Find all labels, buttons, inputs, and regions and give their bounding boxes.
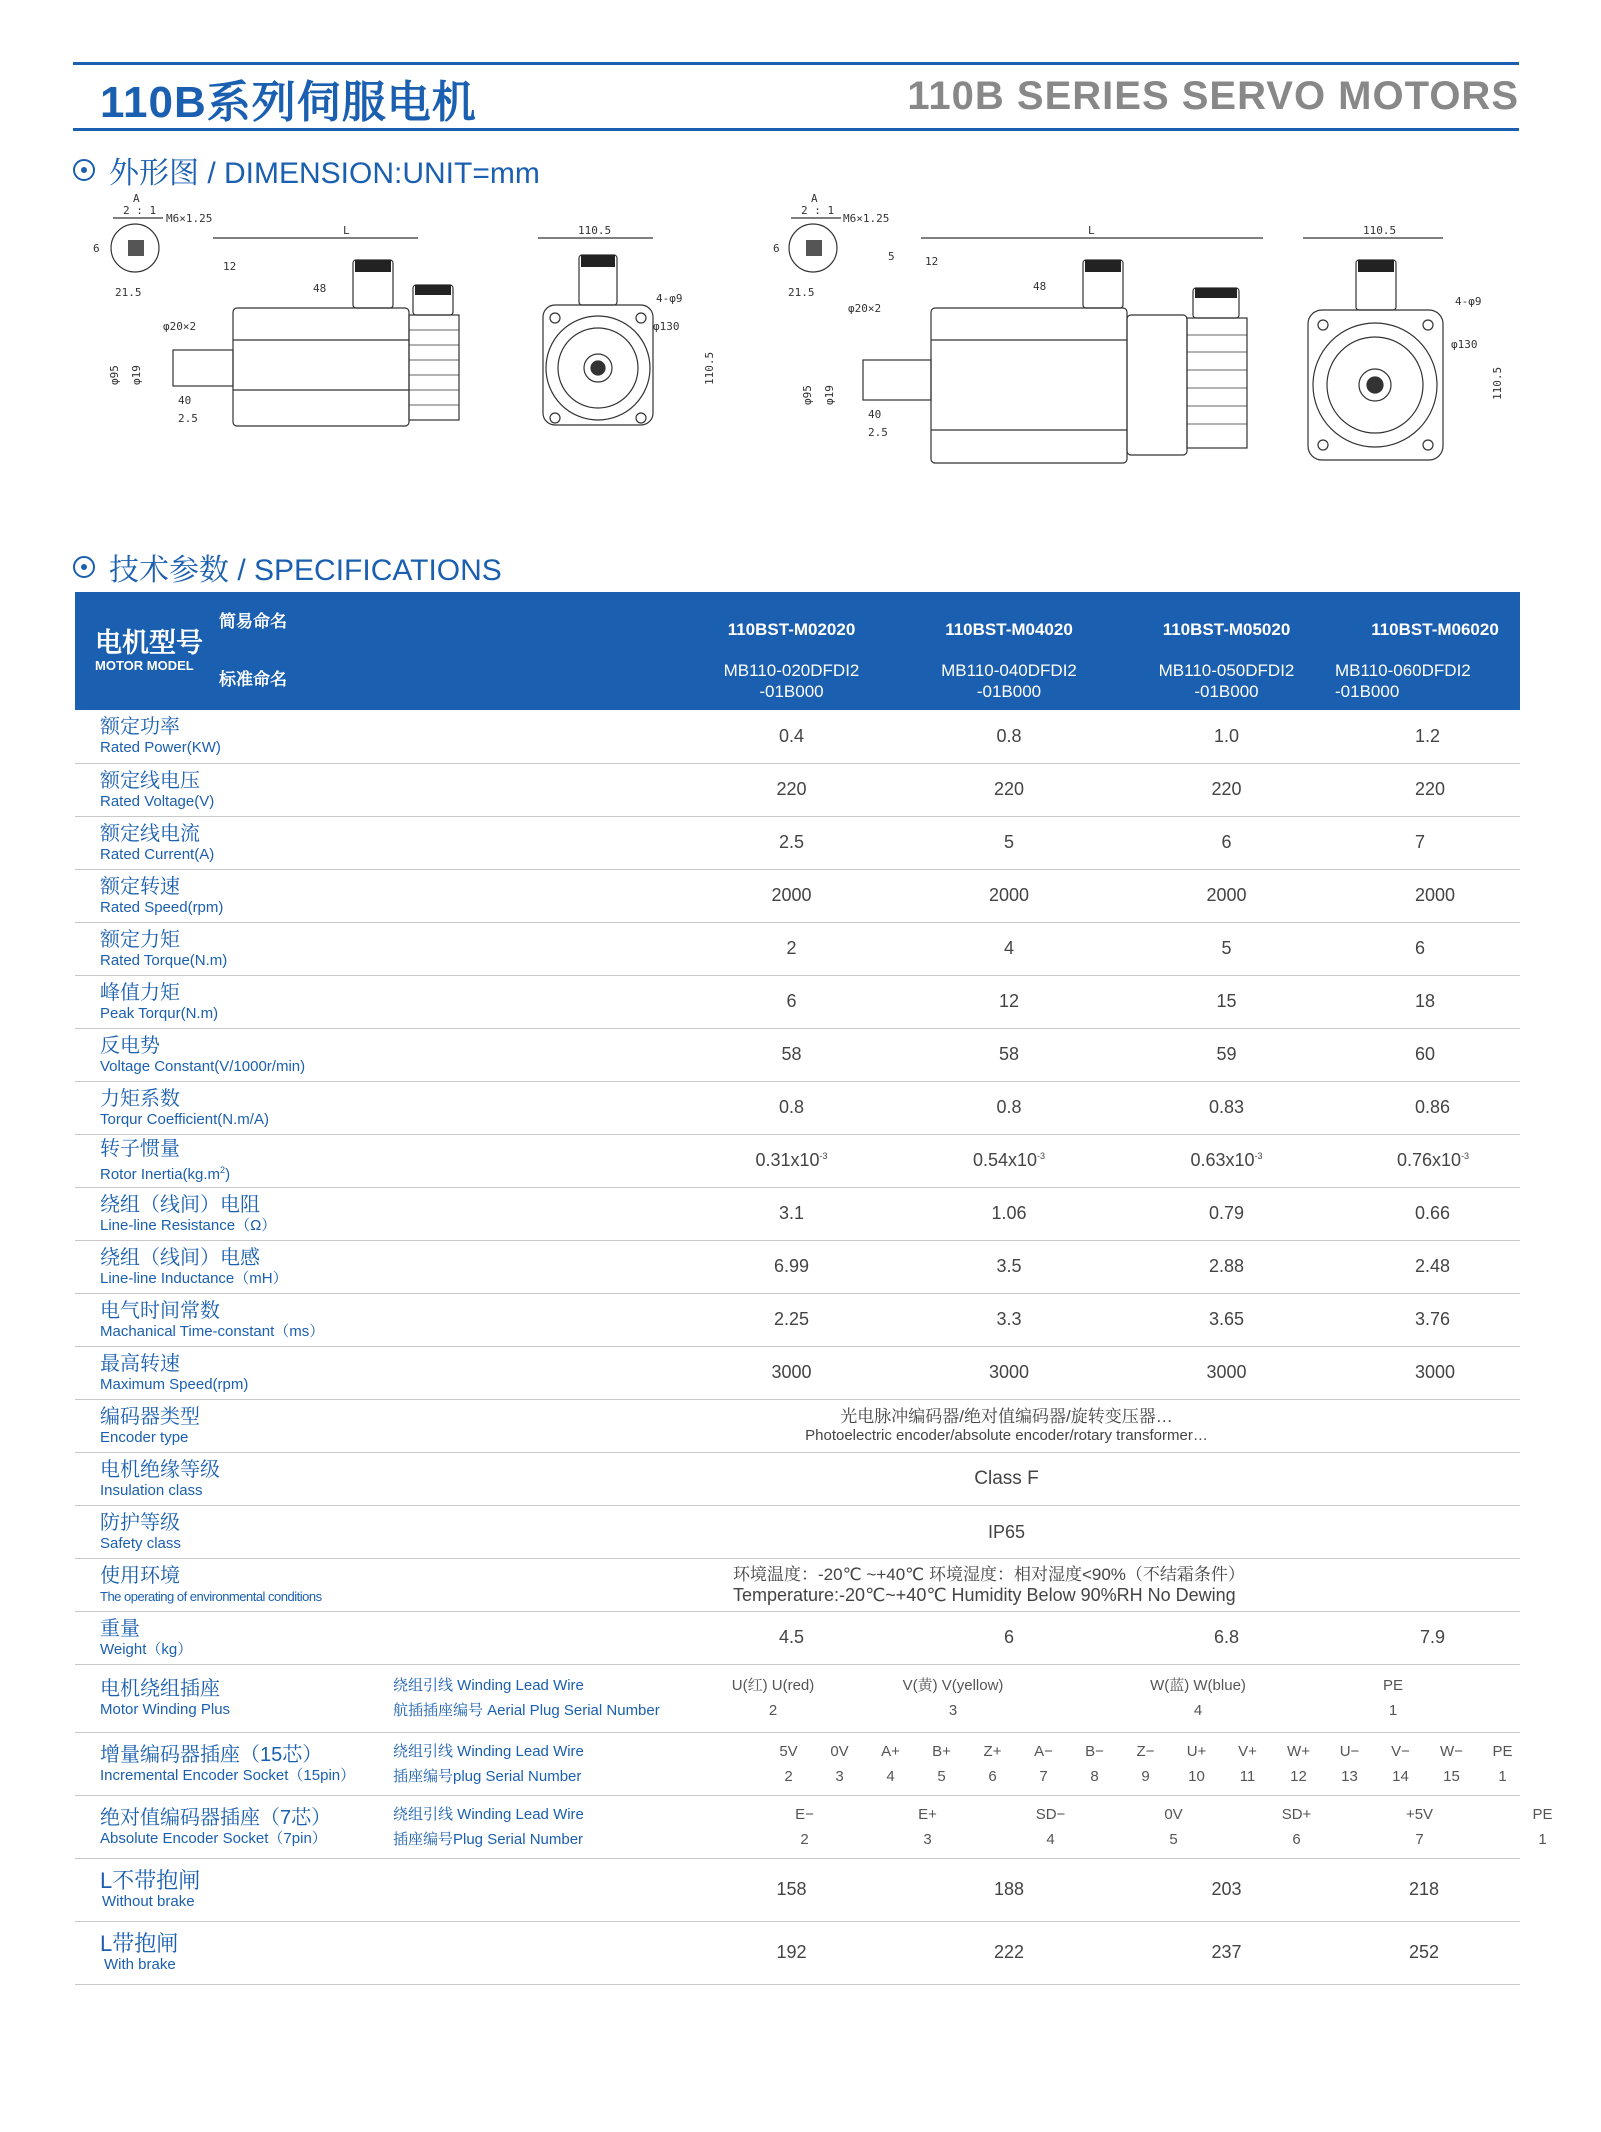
safety-value: IP65 xyxy=(683,1505,1520,1558)
row-label-cn: 额定功率 xyxy=(100,716,180,739)
table-row xyxy=(75,1187,1520,1240)
table-cell: 158 xyxy=(683,1858,900,1921)
row-label-cn: 电机绝缘等级 xyxy=(100,1458,220,1481)
row-label-cn: 使用环境 xyxy=(100,1564,180,1587)
table-cell: 1.2 xyxy=(1335,710,1520,763)
table-cell: $0.63x10^{-3}$ xyxy=(1118,1134,1335,1187)
dim-130-1: φ130 xyxy=(653,320,680,333)
circle-dot-icon xyxy=(73,159,95,181)
motor2-side-view xyxy=(773,192,1263,463)
table-cell: 218 xyxy=(1335,1858,1520,1921)
dim-12-2: 12 xyxy=(925,255,939,268)
row-label-cn: 重量 xyxy=(100,1617,140,1640)
dim-6-2: 6 xyxy=(773,242,780,255)
pin-number: 2 xyxy=(784,1767,793,1785)
pin-wire-label: B+ xyxy=(932,1742,951,1760)
pin-number: 11 xyxy=(1239,1767,1256,1785)
table-cell: $0.31x10^{-3}$ xyxy=(683,1134,900,1187)
header-bottom-rule xyxy=(73,128,1519,131)
standard-name-label: 标准命名 xyxy=(219,670,287,689)
row-label-en: Machanical Time-constant（ms） xyxy=(100,1322,325,1340)
row-label-en: Rotor $Inertia(kg.m^2)$ xyxy=(100,1165,231,1183)
row-label-en: Line-line Resistance（Ω） xyxy=(100,1216,277,1234)
row-label-cn: L带抱闸 xyxy=(100,1930,179,1956)
sub-label-wire: 绕组引线 Winding Lead Wire xyxy=(393,1742,584,1760)
dim-19-1: φ19 xyxy=(130,365,143,385)
table-row xyxy=(75,816,1520,869)
pin-number: 1 xyxy=(1498,1767,1507,1785)
table-cell: 6 xyxy=(900,1611,1118,1664)
table-row-l-brake xyxy=(75,1921,1520,1984)
row-label-cn: 额定线电流 xyxy=(100,822,200,845)
dim-40-1: 40 xyxy=(178,394,192,407)
row-label-cn: 额定转速 xyxy=(100,875,180,898)
pin-wire-label: SD+ xyxy=(1281,1805,1312,1823)
row-label-cn: 增量编码器插座（15芯） xyxy=(100,1743,323,1766)
model-label-en: MOTOR MODEL xyxy=(95,658,194,673)
table-cell: 6 xyxy=(1335,922,1520,975)
table-cell: 1.06 xyxy=(900,1187,1118,1240)
dim-holes-1: 4-φ9 xyxy=(656,292,683,305)
winding-pin-grid: U(红) U(red) V(黄) V(yellow) W(蓝) W(blue) PE 2 3 4 1 xyxy=(683,1664,1520,1732)
model-label-cn: 电机型号 xyxy=(95,628,203,658)
table-cell: 222 xyxy=(900,1921,1118,1984)
table-cell: 2000 xyxy=(683,869,900,922)
table-cell: 192 xyxy=(683,1921,900,1984)
table-cell: 60 xyxy=(1335,1028,1520,1081)
pin-wire-label: U− xyxy=(1339,1742,1360,1760)
pin-wire-label: U+ xyxy=(1186,1742,1207,1760)
table-cell: 0.8 xyxy=(900,1081,1118,1134)
pin-number: 7 xyxy=(1039,1767,1048,1785)
table-cell: 6.99 xyxy=(683,1240,900,1293)
pin-wire-label: 5V xyxy=(779,1742,798,1760)
dim-5-2: 5 xyxy=(888,250,895,263)
pin-number: 4 xyxy=(886,1767,895,1785)
table-cell: 7.9 xyxy=(1335,1611,1520,1664)
table-row xyxy=(75,763,1520,816)
table-cell: 0.66 xyxy=(1335,1187,1520,1240)
dim-holes-2: 4-φ9 xyxy=(1455,295,1482,308)
dim-95-2: φ95 xyxy=(801,385,814,405)
table-cell: 3000 xyxy=(683,1346,900,1399)
pin-wire-label: E− xyxy=(795,1805,814,1823)
dim-a-1: A xyxy=(133,192,140,205)
row-label-cn: 反电势 xyxy=(100,1034,160,1057)
table-cell: 59 xyxy=(1118,1028,1335,1081)
page-title-cn: 110B系列伺服电机 xyxy=(100,78,477,127)
table-cell: 5 xyxy=(1118,922,1335,975)
dimension-drawings xyxy=(73,190,1523,510)
table-cell: 3.5 xyxy=(900,1240,1118,1293)
table-cell: 188 xyxy=(900,1858,1118,1921)
row-label-en: The operating of environmental conditions xyxy=(100,1588,322,1604)
model-header-cell xyxy=(75,592,393,710)
dim-a-2: A xyxy=(811,192,818,205)
table-cell: 3.1 xyxy=(683,1187,900,1240)
pin-wire-label: A+ xyxy=(881,1742,900,1760)
pin-wire-label: B− xyxy=(1085,1742,1104,1760)
row-label-en: Maximum Speed(rpm) xyxy=(100,1375,249,1393)
table-row xyxy=(75,1134,1520,1187)
row-label-en: Peak Torqur(N.m) xyxy=(100,1004,219,1022)
table-cell: 12 xyxy=(900,975,1118,1028)
table-cell: 5 xyxy=(900,816,1118,869)
absolute-pin-grid xyxy=(683,1795,1553,1858)
table-cell: 2000 xyxy=(1118,869,1335,922)
row-label-cn: 最高转速 xyxy=(100,1352,180,1375)
row-label-en: Line-line Inductance（mH） xyxy=(100,1269,288,1287)
table-cell: 6.8 xyxy=(1118,1611,1335,1664)
row-label-en: Encoder type xyxy=(100,1428,189,1446)
table-row-absolute xyxy=(75,1795,1520,1858)
pin-number: 3 xyxy=(835,1767,844,1785)
row-label-en: Incremental Encoder Socket（15pin） xyxy=(100,1766,356,1784)
table-row-l-nobrake xyxy=(75,1858,1520,1921)
dim-19-2: φ19 xyxy=(823,385,836,405)
row-label-cn: 峰值力矩 xyxy=(100,981,180,1004)
table-cell: 2000 xyxy=(900,869,1118,922)
table-cell: 4 xyxy=(900,922,1118,975)
table-cell: 6 xyxy=(683,975,900,1028)
table-row-safety xyxy=(75,1505,1520,1558)
table-cell: 2000 xyxy=(1335,869,1520,922)
insulation-value: Class F xyxy=(683,1452,1520,1505)
pin-number: 14 xyxy=(1392,1767,1409,1785)
row-label-en: Rated Torque(N.m) xyxy=(100,951,228,969)
row-label-en: Torqur Coefficient(N.m/A) xyxy=(100,1110,269,1128)
pin-number: 6 xyxy=(988,1767,997,1785)
pin-wire-label: PE xyxy=(1532,1805,1553,1823)
dim-48-2: 48 xyxy=(1033,280,1047,293)
table-cell: 15 xyxy=(1118,975,1335,1028)
page-title-en: 110B SERIES SERVO MOTORS xyxy=(907,74,1519,118)
table-cell: 0.83 xyxy=(1118,1081,1335,1134)
table-row xyxy=(75,1293,1520,1346)
table-cell: 7 xyxy=(1335,816,1520,869)
short-name-label: 简易命名 xyxy=(219,612,287,631)
spec-table xyxy=(75,592,1553,1985)
pin-number: 4 xyxy=(1046,1830,1055,1848)
pin-wire-label: W+ xyxy=(1287,1742,1310,1760)
table-cell: 4.5 xyxy=(683,1611,900,1664)
table-cell: 220 xyxy=(900,763,1118,816)
encoder-value: 光电脉冲编码器/绝对值编码器/旋转变压器… Photoelectric encoder/absolute encoder/rotary transformer… xyxy=(683,1399,1520,1452)
table-cell: 0.4 xyxy=(683,710,900,763)
circle-dot-icon xyxy=(73,556,95,578)
dim-l-2: L xyxy=(1088,224,1095,237)
row-label-en: Rated Voltage(V) xyxy=(100,792,215,810)
table-row xyxy=(75,869,1520,922)
table-cell: 220 xyxy=(1118,763,1335,816)
row-label-cn: 电机绕组插座 xyxy=(100,1678,220,1700)
table-cell: 2.48 xyxy=(1335,1240,1520,1293)
table-row-incremental xyxy=(75,1732,1520,1795)
pin-number: 6 xyxy=(1292,1830,1301,1848)
dim-20x2-2: φ20×2 xyxy=(848,302,882,315)
pin-wire-label: PE xyxy=(1492,1742,1513,1760)
dim-12-1: 12 xyxy=(223,260,237,273)
sub-label-wire: 绕组引线 Winding Lead Wire xyxy=(393,1677,584,1694)
table-cell: 2 xyxy=(683,922,900,975)
pin-wire-label: W− xyxy=(1440,1742,1463,1760)
model-col-3: 110BST-M05020 MB110-050DFDI2 -01B000 xyxy=(1158,620,1295,701)
pin-wire-label: E+ xyxy=(918,1805,937,1823)
row-label-cn: 绕组（线间）电阻 xyxy=(100,1193,260,1216)
table-cell: 6 xyxy=(1118,816,1335,869)
model-col-4: 110BST-M06020 MB110-060DFDI2 -01B000 xyxy=(1335,620,1499,701)
sub-label-plug: 插座编号plug Serial Number xyxy=(393,1767,582,1785)
pin-number: 13 xyxy=(1341,1767,1358,1785)
section-specs xyxy=(73,545,502,589)
pin-wire-label: A− xyxy=(1034,1742,1053,1760)
table-cell: 18 xyxy=(1335,975,1520,1028)
row-label-cn: 绕组（线间）电感 xyxy=(100,1246,260,1269)
dim-48-1: 48 xyxy=(313,282,327,295)
dim-110-5-2a: 110.5 xyxy=(1363,224,1397,237)
row-label-cn: 绝对值编码器插座（7芯） xyxy=(100,1806,332,1829)
table-row xyxy=(75,710,1520,763)
row-label-en: Without brake xyxy=(102,1892,195,1910)
table-cell: 3000 xyxy=(900,1346,1118,1399)
section-dimension xyxy=(73,148,540,192)
table-cell: 58 xyxy=(900,1028,1118,1081)
pin-number: 5 xyxy=(1169,1830,1178,1848)
table-cell: 3.65 xyxy=(1118,1293,1335,1346)
table-cell: 3000 xyxy=(1118,1346,1335,1399)
pin-number: 5 xyxy=(937,1767,946,1785)
dim-2-5-2: 2.5 xyxy=(868,426,888,439)
table-cell: 0.79 xyxy=(1118,1187,1335,1240)
pin-wire-label: V− xyxy=(1391,1742,1410,1760)
sub-label-plug: 插座编号Plug Serial Number xyxy=(393,1830,584,1848)
table-row xyxy=(75,1028,1520,1081)
table-cell: 0.8 xyxy=(900,710,1118,763)
table-cell: 2.25 xyxy=(683,1293,900,1346)
dim-thread-1: M6×1.25 xyxy=(166,212,213,225)
row-label-en: Safety class xyxy=(100,1534,181,1552)
dim-scale-2: 2 : 1 xyxy=(801,204,835,217)
row-label-en: Absolute Encoder Socket（7pin） xyxy=(100,1829,327,1847)
table-cell: 3000 xyxy=(1335,1346,1520,1399)
table-row xyxy=(75,975,1520,1028)
table-cell: 0.8 xyxy=(683,1081,900,1134)
row-label-en: Rated Speed(rpm) xyxy=(100,898,224,916)
motor1-side-view xyxy=(93,192,459,426)
pin-wire-label: 0V xyxy=(830,1742,849,1760)
table-row-encoder xyxy=(75,1399,1520,1452)
row-label-cn: 电气时间常数 xyxy=(100,1299,220,1322)
table-cell: $0.54x10^{-3}$ xyxy=(900,1134,1118,1187)
pin-number: 7 xyxy=(1415,1830,1424,1848)
table-row xyxy=(75,1081,1520,1134)
row-label-cn: 编码器类型 xyxy=(100,1405,200,1428)
dim-l-1: L xyxy=(343,224,350,237)
row-label-en: Insulation class xyxy=(100,1481,203,1499)
table-row xyxy=(75,1346,1520,1399)
table-cell: 1.0 xyxy=(1118,710,1335,763)
environment-value: 环境温度：-20℃ ~+40℃ 环境湿度：相对湿度<90%（不结霜条件） Temperature:-20℃~+40℃ Humidity Below 90%RH No Dewing xyxy=(683,1558,1520,1611)
table-cell: 3.3 xyxy=(900,1293,1118,1346)
row-label-en: Motor Winding Plus xyxy=(100,1701,231,1718)
dim-scale-1: 2 : 1 xyxy=(123,204,157,217)
pin-wire-label: Z+ xyxy=(983,1742,1002,1760)
incremental-pin-grid xyxy=(683,1732,1520,1795)
dim-95-1: φ95 xyxy=(108,365,121,385)
row-label-cn: 力矩系数 xyxy=(100,1087,180,1110)
table-cell: $0.76x10^{-3}$ xyxy=(1335,1134,1520,1187)
pin-number: 9 xyxy=(1141,1767,1150,1785)
table-cell: 237 xyxy=(1118,1921,1335,1984)
model-col-2: 110BST-M04020 MB110-040DFDI2 -01B000 xyxy=(941,620,1077,701)
row-label-en: Voltage Constant(V/1000r/min) xyxy=(100,1057,306,1075)
row-label-en: With brake xyxy=(104,1955,176,1973)
table-cell: 58 xyxy=(683,1028,900,1081)
row-label-cn: 额定线电压 xyxy=(100,769,200,792)
row-label-cn: 防护等级 xyxy=(100,1511,180,1534)
section-dimension-title: 外形图 / DIMENSION:UNIT=mm xyxy=(109,157,540,190)
table-cell: 203 xyxy=(1118,1858,1335,1921)
table-row xyxy=(75,922,1520,975)
table-cell: 220 xyxy=(1335,763,1520,816)
table-row-weight xyxy=(75,1611,1520,1664)
pin-number: 2 xyxy=(800,1830,809,1848)
dim-130-2: φ130 xyxy=(1451,338,1478,351)
dim-40-2: 40 xyxy=(868,408,882,421)
dim-thread-2: M6×1.25 xyxy=(843,212,890,225)
table-cell: 252 xyxy=(1335,1921,1520,1984)
row-label-en: Rated Power(KW) xyxy=(100,739,221,757)
table-cell: 3.76 xyxy=(1335,1293,1520,1346)
dim-110-5-1a: 110.5 xyxy=(578,224,612,237)
table-row-insulation xyxy=(75,1452,1520,1505)
dim-21-5-2: 21.5 xyxy=(788,286,815,299)
pin-wire-label: SD− xyxy=(1035,1805,1066,1823)
dim-21-5-1: 21.5 xyxy=(115,286,142,299)
pin-number: 12 xyxy=(1290,1767,1307,1785)
dim-2-5-1: 2.5 xyxy=(178,412,198,425)
dim-110-5-1b: 110.5 xyxy=(703,351,716,385)
table-cell: 2.88 xyxy=(1118,1240,1335,1293)
table-row-environment xyxy=(75,1558,1520,1611)
model-col-1: 110BST-M02020 MB110-020DFDI2 -01B000 xyxy=(723,620,860,701)
table-row xyxy=(75,1240,1520,1293)
pin-number: 15 xyxy=(1443,1767,1460,1785)
table-cell: 220 xyxy=(683,763,900,816)
pin-wire-label: 0V xyxy=(1164,1805,1183,1823)
pin-number: 10 xyxy=(1188,1767,1205,1785)
sub-label-plug: 航插插座编号 Aerial Plug Serial Number xyxy=(393,1702,660,1719)
row-label-en: Weight（kg） xyxy=(100,1640,193,1658)
table-row-winding xyxy=(75,1664,1520,1732)
section-specs-title: 技术参数 / SPECIFICATIONS xyxy=(109,554,502,587)
table-cell: 0.86 xyxy=(1335,1081,1520,1134)
header-top-rule xyxy=(73,62,1519,65)
dim-110-5-2b: 110.5 xyxy=(1491,366,1504,400)
dim-20x2-1: φ20×2 xyxy=(163,320,197,333)
row-label-cn: 额定力矩 xyxy=(100,928,180,951)
pin-wire-label: Z− xyxy=(1136,1742,1155,1760)
pin-number: 3 xyxy=(923,1830,932,1848)
row-label-cn: L不带抱闸 xyxy=(100,1867,201,1893)
pin-number: 1 xyxy=(1538,1830,1547,1848)
pin-wire-label: +5V xyxy=(1405,1805,1434,1823)
row-label-cn: 转子惯量 xyxy=(100,1138,180,1160)
pin-wire-label: V+ xyxy=(1238,1742,1257,1760)
pin-number: 8 xyxy=(1090,1767,1099,1785)
motor2-front-view xyxy=(1303,224,1504,460)
table-header-row xyxy=(75,592,1520,710)
dim-6-1: 6 xyxy=(93,242,100,255)
sub-label-wire: 绕组引线 Winding Lead Wire xyxy=(393,1805,584,1823)
row-label-en: Rated Current(A) xyxy=(100,845,215,863)
motor1-front-view xyxy=(538,224,716,425)
table-cell: 2.5 xyxy=(683,816,900,869)
